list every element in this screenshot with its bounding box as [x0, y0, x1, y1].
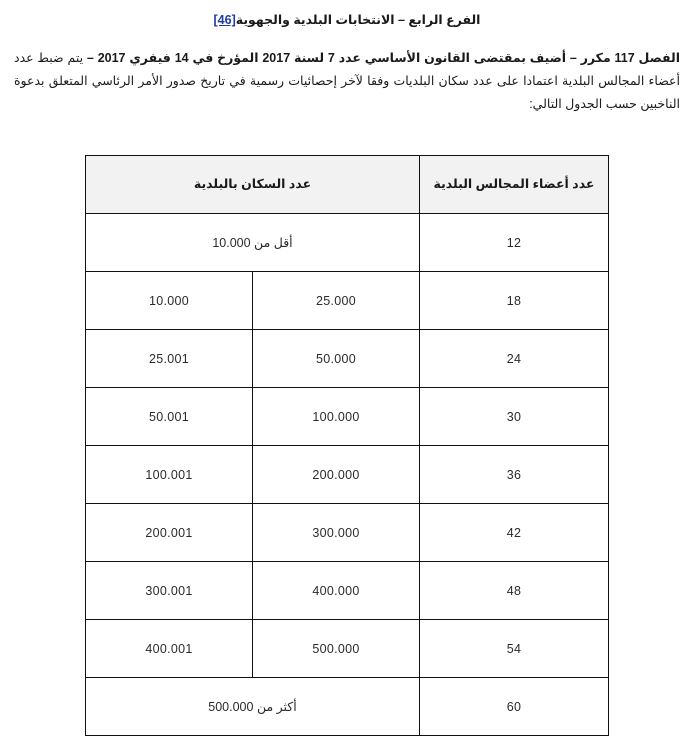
cell-members-count — [420, 446, 609, 504]
cell-members-count — [420, 330, 609, 388]
cell-population-upper — [253, 562, 420, 620]
table-body — [86, 214, 609, 736]
column-header-population: عدد السكان بالبلدية — [86, 156, 420, 214]
table-row — [86, 388, 609, 446]
population-upper-value: 200.000 — [312, 467, 360, 482]
population-range-value: أكثر من 500.000 — [208, 700, 297, 714]
cell-population-range — [86, 214, 420, 272]
members-value: 12 — [506, 235, 522, 250]
population-upper-value: 100.000 — [312, 409, 360, 424]
members-value: 30 — [506, 409, 522, 424]
population-range-value: أقل من 10.000 — [212, 236, 293, 250]
cell-members-count — [420, 620, 609, 678]
population-upper-value: 300.000 — [312, 525, 360, 540]
cell-population-upper — [253, 620, 420, 678]
population-lower-value: 100.001 — [145, 467, 193, 482]
column-header-members: عدد أعضاء المجالس البلدية — [420, 156, 609, 214]
section-title-text: الفرع الرابع – الانتخابات البلدية والجهوية — [235, 13, 481, 27]
cell-population-lower — [86, 620, 253, 678]
footnote-link-46[interactable]: [46] — [213, 13, 236, 27]
population-lower-value: 200.001 — [145, 525, 193, 540]
cell-population-lower — [86, 272, 253, 330]
cell-population-lower — [86, 330, 253, 388]
members-value: 54 — [506, 641, 522, 656]
page-title — [0, 0, 694, 30]
table-row — [86, 214, 609, 272]
population-upper-value: 500.000 — [312, 641, 360, 656]
population-lower-value: 300.001 — [145, 583, 193, 598]
cell-population-lower — [86, 504, 253, 562]
cell-members-count — [420, 272, 609, 330]
cell-population-upper — [253, 446, 420, 504]
article-paragraph — [0, 30, 694, 116]
table-row — [86, 620, 609, 678]
cell-population-lower — [86, 446, 253, 504]
cell-members-count — [420, 214, 609, 272]
population-lower-value: 400.001 — [145, 641, 193, 656]
cell-population-upper — [253, 272, 420, 330]
cell-members-count — [420, 562, 609, 620]
table-header — [86, 156, 609, 214]
table-header-row — [86, 156, 609, 214]
population-upper-value: 400.000 — [312, 583, 360, 598]
cell-population-upper — [253, 388, 420, 446]
population-lower-value: 25.001 — [148, 351, 190, 366]
members-value: 48 — [506, 583, 522, 598]
population-upper-value: 25.000 — [315, 293, 357, 308]
members-value: 60 — [506, 699, 522, 714]
population-table-container — [85, 155, 609, 736]
population-lower-value: 50.001 — [148, 409, 190, 424]
cell-population-lower — [86, 388, 253, 446]
population-lower-value: 10.000 — [148, 293, 190, 308]
table-row — [86, 562, 609, 620]
cell-population-lower — [86, 562, 253, 620]
population-upper-value: 50.000 — [315, 351, 357, 366]
cell-members-count — [420, 504, 609, 562]
cell-members-count — [420, 388, 609, 446]
cell-population-range — [86, 678, 420, 736]
table-row — [86, 504, 609, 562]
cell-population-upper — [253, 504, 420, 562]
members-value: 42 — [506, 525, 522, 540]
members-value: 36 — [506, 467, 522, 482]
cell-population-upper — [253, 330, 420, 388]
municipal-council-seats-table — [85, 155, 609, 736]
cell-members-count — [420, 678, 609, 736]
article-reference: الفصل 117 مكرر – أضيف بمقتضى القانون الأساسي عدد 7 لسنة 2017 المؤرخ في 14 فيفري 2017 – — [83, 50, 680, 65]
article-body-text: يتم ضبط عدد أعضاء المجالس البلدية اعتمادا على عدد سكان البلديات وفقا لآخر إحصائيات رسمية في تاريخ صدور الأمر الرئاسي المتعلق بدعوة الناخبين حسب الجدول التالي: — [14, 50, 680, 111]
table-row — [86, 330, 609, 388]
table-row — [86, 272, 609, 330]
table-row — [86, 678, 609, 736]
table-row — [86, 446, 609, 504]
members-value: 18 — [506, 293, 522, 308]
members-value: 24 — [506, 351, 522, 366]
